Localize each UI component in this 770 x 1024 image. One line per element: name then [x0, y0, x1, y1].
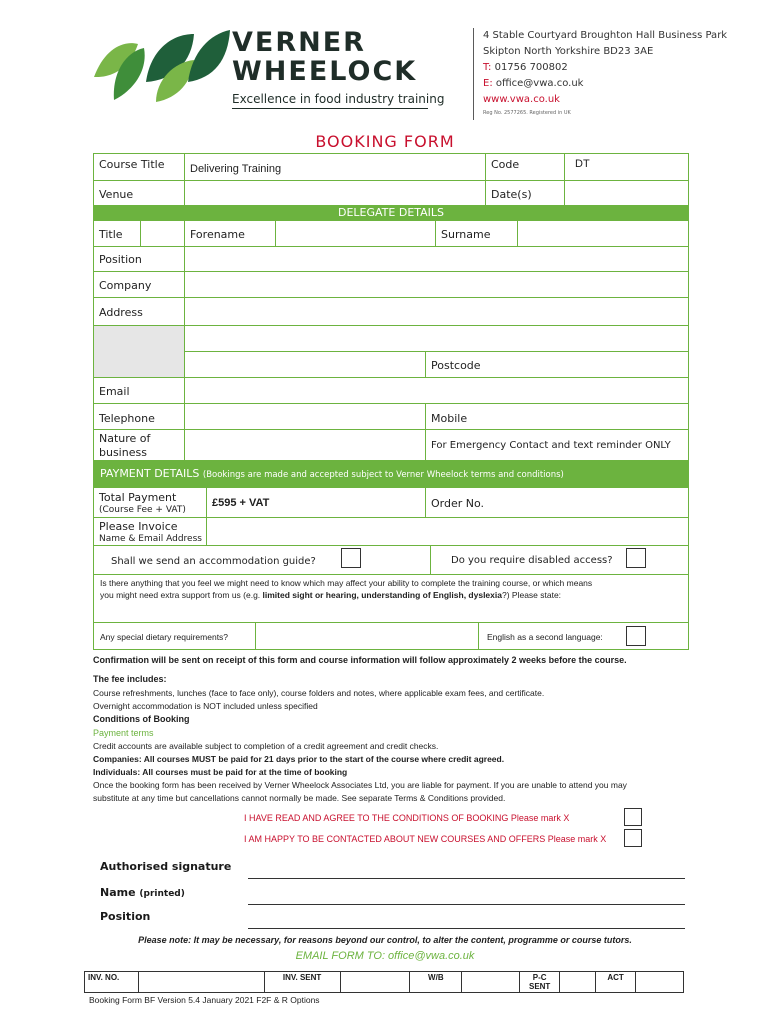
emergency-contact-note: For Emergency Contact and text reminder ONLY [425, 429, 689, 461]
terms-line-1: Credit accounts are available subject to completion of a credit agreement and credit checks. [93, 741, 439, 751]
esl-checkbox[interactable] [626, 626, 646, 646]
terms-line-4: Once the booking form has been received by Verner Wheelock Associates Ltd, you are liable for payment. If you are unable to attend you may [93, 780, 627, 790]
venue-field[interactable] [184, 180, 486, 206]
company-label: Company [93, 271, 185, 298]
accommodation-checkbox[interactable] [341, 548, 361, 568]
form-title: BOOKING FORM [315, 132, 455, 151]
forename-label: Forename [184, 220, 276, 247]
address-label-filler [93, 325, 185, 378]
email-label: Email [93, 377, 185, 404]
forename-field[interactable] [275, 220, 436, 247]
disabled-access-checkbox[interactable] [626, 548, 646, 568]
accommodation-question: Shall we send an accommodation guide? [93, 545, 431, 575]
mobile-label: Mobile [425, 403, 689, 430]
disabled-access-question: Do you require disabled access? [430, 545, 689, 575]
dates-field[interactable] [564, 180, 689, 206]
position-signature-label: Position [100, 910, 151, 923]
please-note-text: Please note: It may be necessary, for reasons beyond our control, to alter the content, programme or course tutors. [138, 935, 632, 945]
inv-no-label: INV. NO. [85, 972, 139, 993]
pc-sent-field[interactable] [560, 972, 596, 993]
authorised-signature-line[interactable] [248, 878, 685, 879]
order-no-label: Order No. [425, 487, 689, 518]
inv-no-field[interactable] [138, 972, 264, 993]
terms-line-5: substitute at any time but cancellations cannot normally be made. See separate Terms & Conditions provided. [93, 793, 506, 803]
wb-field[interactable] [462, 972, 520, 993]
total-payment-label: Total Payment (Course Fee + VAT) [93, 487, 207, 518]
extra-support-box[interactable]: Is there anything that you feel we might need to know which may affect your ability to complete the training course, or which means you might need extra support from us (e.g. limited sight or hearing, understanding of English, dyslexia?) Please state: [93, 574, 689, 623]
telephone-label: Telephone [93, 403, 185, 430]
company-field[interactable] [184, 271, 689, 298]
wb-label: W/B [410, 972, 462, 993]
act-label: ACT [596, 972, 636, 993]
pc-sent-label: P-C SENT [520, 972, 560, 993]
position-label: Position [93, 246, 185, 272]
authorised-signature-label: Authorised signature [100, 860, 232, 873]
dietary-requirements-field[interactable] [255, 622, 479, 650]
nature-of-business-label: Nature of business [93, 429, 185, 461]
name-printed-label: Name (printed) [100, 886, 185, 899]
conditions-heading: Conditions of Booking [93, 714, 190, 724]
website-link[interactable]: www.vwa.co.uk [483, 94, 560, 105]
email-line: E: office@vwa.co.uk [483, 78, 584, 89]
position-field[interactable] [184, 246, 689, 272]
title-field[interactable] [140, 220, 185, 247]
terms-line-2: Companies: All courses MUST be paid for 21 days prior to the start of the course where credit agreed. [93, 754, 505, 764]
email-field[interactable] [184, 377, 689, 404]
inv-sent-field[interactable] [340, 972, 410, 993]
name-printed-line[interactable] [248, 904, 685, 905]
registration-number: Reg No. 2577265. Registered in UK [483, 110, 571, 116]
tagline: Excellence in food industry training [232, 92, 445, 106]
contact-consent-checkbox[interactable] [624, 829, 642, 847]
position-signature-line[interactable] [248, 928, 685, 929]
title-label: Title [93, 220, 141, 247]
inv-sent-label: INV. SENT [264, 972, 340, 993]
total-payment-value: £595 + VAT [206, 487, 426, 518]
address-line-1: 4 Stable Courtyard Broughton Hall Business Park [483, 30, 728, 41]
contact-block [483, 28, 727, 118]
agree-conditions-text: I HAVE READ AND AGREE TO THE CONDITIONS OF BOOKING Please mark X [244, 813, 570, 823]
surname-label: Surname [435, 220, 518, 247]
address-field-line2[interactable] [184, 325, 689, 352]
esl-label: English as a second language: [478, 622, 689, 650]
address-field-line3[interactable] [184, 351, 426, 378]
fee-includes-heading: The fee includes: [93, 674, 167, 684]
terms-line-3: Individuals: All courses must be paid for at the time of booking [93, 767, 348, 777]
contact-divider [473, 28, 474, 120]
code-field[interactable]: DT [564, 153, 689, 181]
address-line-2: Skipton North Yorkshire BD23 3AE [483, 46, 654, 57]
dates-label: Date(s) [485, 180, 565, 206]
email-form-to[interactable]: EMAIL FORM TO: office@vwa.co.uk [295, 950, 475, 962]
dietary-requirements-label: Any special dietary requirements? [93, 622, 256, 650]
delegate-details-band: DELEGATE DETAILS [93, 206, 689, 221]
version-footer: Booking Form BF Version 5.4 January 2021 F2F & R Options [89, 995, 320, 1005]
postcode-label: Postcode [425, 351, 689, 378]
confirmation-note: Confirmation will be sent on receipt of this form and course information will follow approximately 2 weeks before the course. [93, 655, 627, 665]
agree-conditions-checkbox[interactable] [624, 808, 642, 826]
payment-details-band: PAYMENT DETAILS (Bookings are made and accepted subject to Verner Wheelock terms and conditions) [93, 461, 689, 487]
fee-includes-line-1: Course refreshments, lunches (face to face only), course folders and notes, where applicable exam fees, and certificate. [93, 688, 545, 698]
surname-field[interactable] [517, 220, 689, 247]
venue-label: Venue [93, 180, 185, 206]
tagline-rule [232, 108, 428, 109]
nature-of-business-field[interactable] [184, 429, 426, 461]
act-field[interactable] [636, 972, 684, 993]
address-label: Address [93, 297, 185, 326]
brand-name: VERNER WHEELOCK [232, 27, 418, 87]
telephone-field[interactable] [184, 403, 426, 430]
please-invoice-field[interactable] [206, 517, 689, 546]
course-title-field[interactable]: Delivering Training [184, 153, 486, 181]
phone-line: T: 01756 700802 [483, 62, 568, 73]
please-invoice-label: Please Invoice Name & Email Address [93, 517, 207, 546]
fee-includes-line-2: Overnight accommodation is NOT included unless specified [93, 701, 318, 711]
address-field-line1[interactable] [184, 297, 689, 326]
code-label: Code [485, 153, 565, 181]
course-title-label: Course Title [93, 153, 185, 181]
contact-consent-text: I AM HAPPY TO BE CONTACTED ABOUT NEW COURSES AND OFFERS Please mark X [244, 834, 607, 844]
payment-terms-heading: Payment terms [93, 728, 154, 738]
office-use-table [84, 971, 684, 993]
